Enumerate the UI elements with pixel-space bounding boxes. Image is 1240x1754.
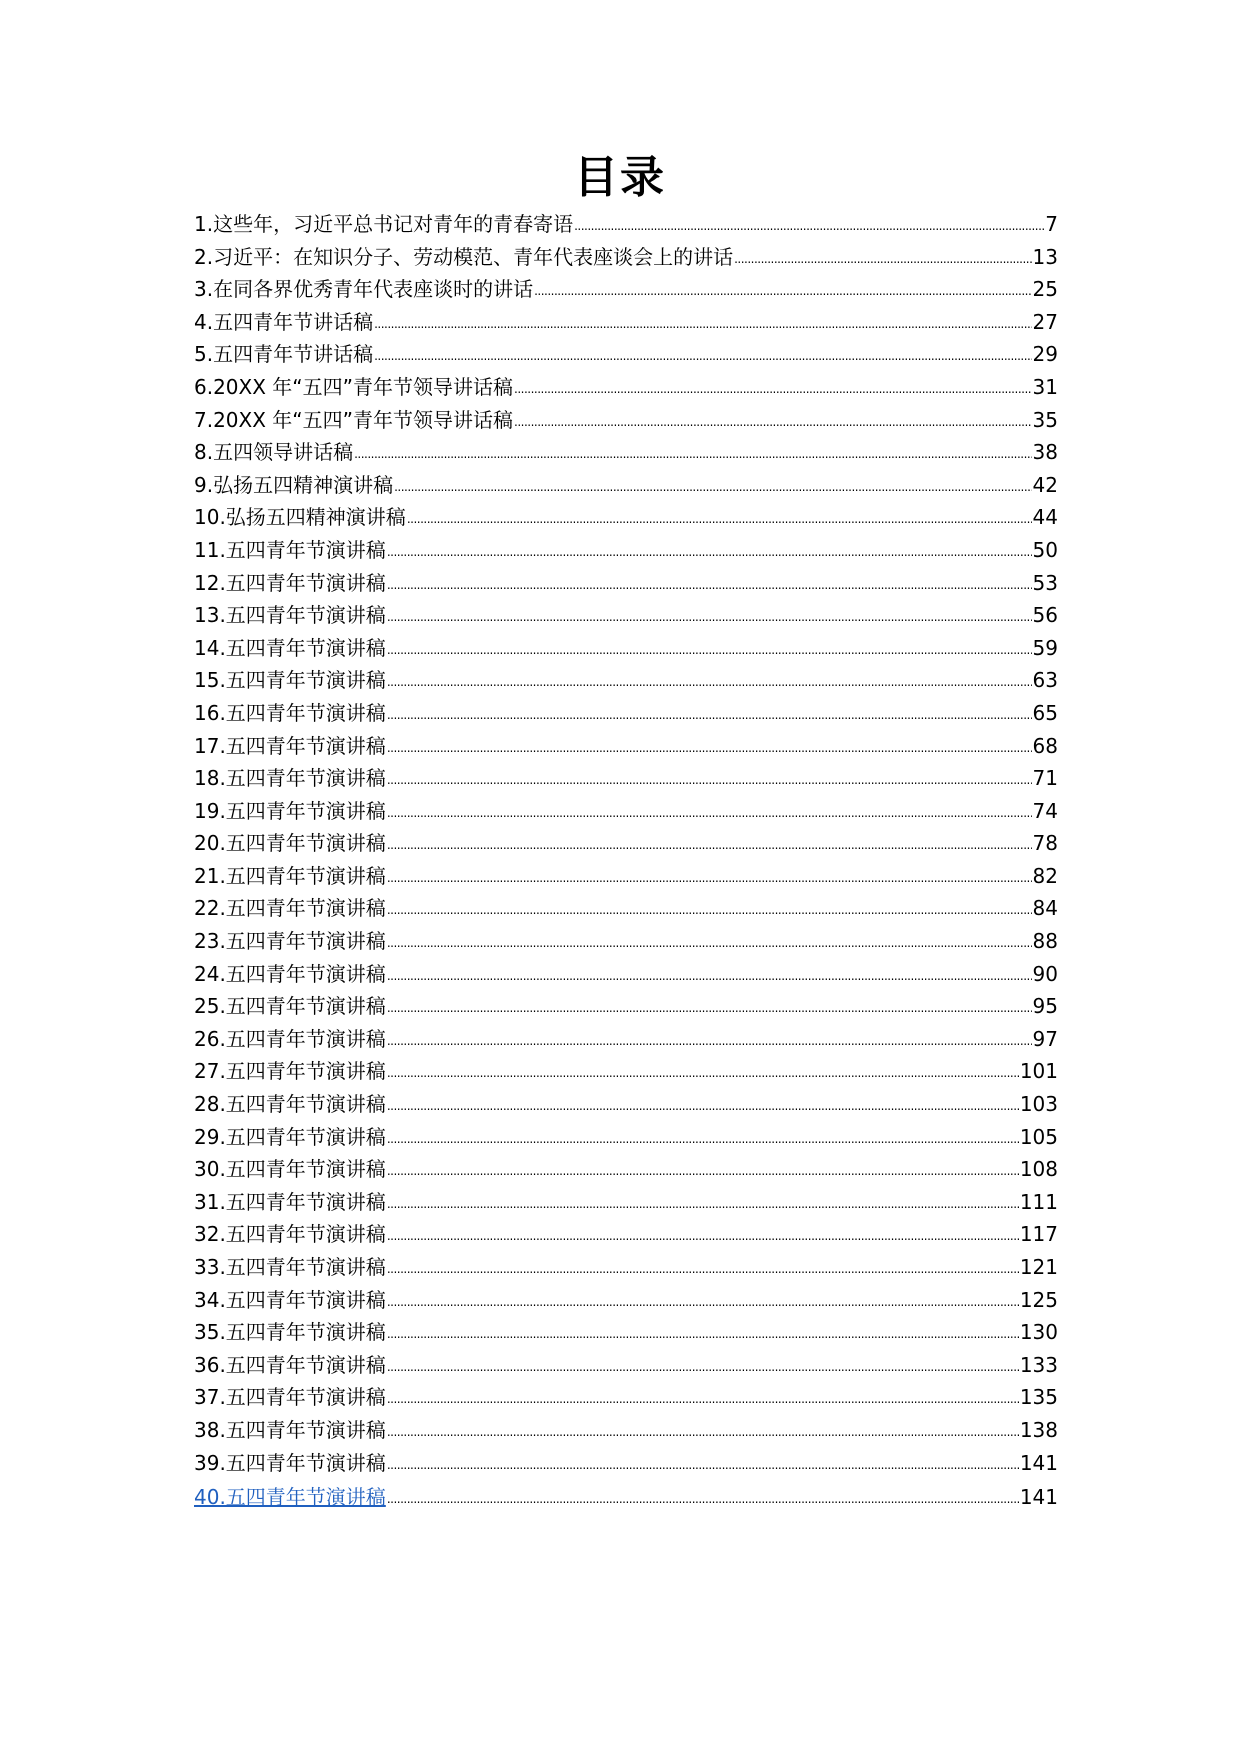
toc-entry[interactable] (194, 1316, 1058, 1349)
toc-entry-label: 15.五四青年节演讲稿 (194, 668, 386, 693)
toc-page-number: 108 (1019, 1157, 1058, 1182)
dot-leader (387, 666, 1032, 699)
toc-entry[interactable] (194, 1186, 1058, 1219)
dot-leader (387, 960, 1032, 993)
toc-entry-label: 33.五四青年节演讲稿 (194, 1255, 386, 1279)
dot-leader (387, 829, 1032, 862)
toc-entry-label: 23.五四青年节演讲稿 (194, 929, 386, 954)
toc-page-number: 63 (1032, 668, 1058, 693)
toc-page-number: 31 (1032, 374, 1058, 399)
toc-entry[interactable] (194, 892, 1058, 925)
toc-page-number: 90 (1032, 961, 1058, 986)
dot-leader (387, 1188, 1019, 1221)
toc-entry-label: 28.五四青年节演讲稿 (194, 1092, 386, 1117)
toc-entry[interactable] (194, 1055, 1058, 1088)
dot-leader (387, 927, 1032, 960)
toc-page-number: 130 (1019, 1320, 1058, 1345)
toc-entry[interactable] (194, 1121, 1058, 1154)
toc-page-number: 117 (1019, 1222, 1058, 1247)
dot-leader (387, 634, 1032, 667)
dot-leader (387, 1220, 1019, 1253)
toc-entry-label: 31.五四青年节演讲稿 (194, 1189, 386, 1214)
toc-page-number: 95 (1032, 994, 1058, 1019)
toc-entry[interactable] (194, 306, 1058, 339)
toc-page-number: 68 (1032, 733, 1058, 758)
toc-entry-label: 30.五四青年节演讲稿 (194, 1157, 386, 1182)
toc-entry-label: 22.五四青年节演讲稿 (194, 896, 386, 921)
toc-page-number: 133 (1019, 1352, 1058, 1377)
toc-entry[interactable] (194, 567, 1058, 600)
dot-leader (387, 894, 1032, 927)
toc-entry[interactable] (194, 697, 1058, 730)
dot-leader (734, 243, 1031, 276)
dot-leader (387, 1025, 1032, 1058)
toc-entry-label: 11.五四青年节演讲稿 (194, 537, 386, 562)
toc-page-number: 27 (1032, 309, 1058, 334)
dot-leader (374, 340, 1031, 373)
toc-entry-label: 17.五四青年节演讲稿 (194, 733, 386, 758)
dot-leader (387, 536, 1032, 569)
toc-entry[interactable] (194, 599, 1058, 632)
toc-page-number: 74 (1032, 798, 1058, 823)
toc-entry-label: 29.五四青年节演讲稿 (194, 1124, 386, 1149)
dot-leader (387, 1383, 1019, 1416)
dot-leader (574, 210, 1044, 243)
toc-page-number: 141 (1019, 1484, 1058, 1509)
dot-leader (387, 1155, 1019, 1188)
toc-page-number: 71 (1032, 766, 1058, 791)
toc-entry[interactable] (194, 338, 1058, 371)
dot-leader (387, 992, 1032, 1025)
toc-entry-link[interactable] (194, 1481, 1058, 1514)
toc-entry[interactable] (194, 958, 1058, 991)
toc-entry-label: 1.这些年，习近平总书记对青年的青春寄语 (194, 212, 574, 236)
toc-entry[interactable] (194, 1349, 1058, 1382)
dot-leader (387, 764, 1032, 797)
toc-entry-label: 8.五四领导讲话稿 (194, 440, 354, 465)
toc-page-number: 53 (1032, 570, 1058, 595)
toc-entry-label: 21.五四青年节演讲稿 (194, 863, 386, 888)
toc-entry[interactable] (194, 1251, 1058, 1284)
toc-entry[interactable] (194, 404, 1058, 437)
toc-entry[interactable] (194, 1414, 1058, 1447)
toc-entry-label: 39.五四青年节演讲稿 (194, 1450, 386, 1475)
toc-entry-label: 16.五四青年节演讲稿 (194, 700, 386, 725)
toc-page-number: 29 (1032, 342, 1058, 367)
dot-leader (387, 1416, 1019, 1449)
toc-page-number: 121 (1019, 1255, 1058, 1279)
dot-leader (387, 699, 1032, 732)
toc-page-number: 88 (1032, 929, 1058, 954)
toc-page-number: 125 (1019, 1287, 1058, 1312)
dot-leader (387, 1123, 1019, 1156)
toc-page-number: 84 (1032, 896, 1058, 921)
toc-page-number: 35 (1032, 407, 1058, 432)
toc-entry[interactable] (194, 208, 1058, 241)
toc-entry[interactable] (194, 371, 1058, 404)
toc-entry[interactable] (194, 1153, 1058, 1186)
toc-entry[interactable] (194, 436, 1058, 469)
toc-entry-label: 24.五四青年节演讲稿 (194, 961, 386, 986)
toc-entry[interactable] (194, 241, 1058, 274)
toc-page-number: 59 (1032, 635, 1058, 660)
toc-entry-label: 38.五四青年节演讲稿 (194, 1417, 386, 1442)
toc-entry-label: 13.五四青年节演讲稿 (194, 603, 386, 628)
toc-entry[interactable] (194, 273, 1058, 306)
dot-leader (354, 438, 1031, 471)
toc-page-number: 65 (1032, 700, 1058, 725)
dot-leader (534, 275, 1031, 308)
dot-leader (387, 569, 1032, 602)
dot-leader (387, 732, 1032, 765)
toc-entry-label: 18.五四青年节演讲稿 (194, 766, 386, 791)
toc-page-number: 44 (1032, 505, 1058, 530)
dot-leader (387, 1318, 1019, 1351)
toc-entry[interactable] (194, 827, 1058, 860)
toc-entry[interactable] (194, 1447, 1058, 1480)
toc-entry-label: 6.20XX 年“五四”青年节领导讲话稿 (194, 374, 514, 399)
toc-entry-label: 12.五四青年节演讲稿 (194, 570, 386, 595)
table-of-contents (194, 208, 1058, 1513)
toc-entry[interactable] (194, 795, 1058, 828)
toc-page-number: 7 (1045, 212, 1058, 236)
toc-entry[interactable] (194, 501, 1058, 534)
toc-page-number: 56 (1032, 603, 1058, 628)
toc-page-number: 42 (1032, 472, 1058, 497)
toc-page-number: 78 (1032, 831, 1058, 856)
toc-entry-label: 3.在同各界优秀青年代表座谈时的讲话 (194, 277, 534, 302)
toc-page-number: 111 (1019, 1189, 1058, 1214)
dot-leader (407, 503, 1032, 536)
dot-leader (387, 601, 1032, 634)
dot-leader (387, 1351, 1019, 1384)
toc-page-number: 25 (1032, 277, 1058, 302)
toc-entry-label: 37.五四青年节演讲稿 (194, 1385, 386, 1410)
toc-page-number: 50 (1032, 537, 1058, 562)
toc-entry[interactable] (194, 730, 1058, 763)
toc-entry-label: 10.弘扬五四精神演讲稿 (194, 505, 406, 530)
dot-leader (387, 1253, 1019, 1286)
toc-entry[interactable] (194, 534, 1058, 567)
toc-entry-label: 32.五四青年节演讲稿 (194, 1222, 386, 1247)
toc-page-number: 135 (1019, 1385, 1058, 1410)
toc-entry[interactable] (194, 990, 1058, 1023)
toc-entry-label: 2.习近平：在知识分子、劳动模范、青年代表座谈会上的讲话 (194, 244, 734, 269)
toc-page-number: 82 (1032, 863, 1058, 888)
toc-page-number: 13 (1032, 244, 1058, 269)
dot-leader (387, 797, 1032, 830)
page-title: 目录 (574, 152, 666, 203)
dot-leader (514, 373, 1032, 406)
toc-entry-label: 14.五四青年节演讲稿 (194, 635, 386, 660)
toc-entry[interactable] (194, 1023, 1058, 1056)
dot-leader (387, 1449, 1019, 1482)
toc-entry[interactable] (194, 1218, 1058, 1251)
dot-leader (387, 1483, 1019, 1516)
dot-leader (387, 1090, 1019, 1123)
toc-entry[interactable] (194, 1088, 1058, 1121)
toc-page-number: 138 (1019, 1417, 1058, 1442)
toc-entry-label: 19.五四青年节演讲稿 (194, 798, 386, 823)
toc-entry-link-label[interactable]: 40.五四青年节演讲稿 (194, 1484, 386, 1509)
toc-entry[interactable] (194, 664, 1058, 697)
dot-leader (387, 1286, 1019, 1319)
toc-page-number: 141 (1019, 1450, 1058, 1475)
toc-entry[interactable] (194, 925, 1058, 958)
toc-entry-label: 9.弘扬五四精神演讲稿 (194, 472, 394, 497)
toc-entry[interactable] (194, 1284, 1058, 1317)
toc-entry[interactable] (194, 1381, 1058, 1414)
toc-page-number: 105 (1019, 1124, 1058, 1149)
toc-page-number: 101 (1019, 1059, 1058, 1084)
dot-leader (394, 471, 1031, 504)
toc-entry[interactable] (194, 860, 1058, 893)
toc-entry-label: 35.五四青年节演讲稿 (194, 1320, 386, 1345)
toc-entry-label: 20.五四青年节演讲稿 (194, 831, 386, 856)
toc-entry-label: 25.五四青年节演讲稿 (194, 994, 386, 1019)
dot-leader (387, 862, 1032, 895)
toc-entry-label: 34.五四青年节演讲稿 (194, 1287, 386, 1312)
toc-entry[interactable] (194, 469, 1058, 502)
toc-page-number: 103 (1019, 1092, 1058, 1117)
toc-entry-label: 36.五四青年节演讲稿 (194, 1352, 386, 1377)
toc-entry[interactable] (194, 762, 1058, 795)
toc-entry[interactable] (194, 632, 1058, 665)
toc-entry-label: 4.五四青年节讲话稿 (194, 309, 374, 334)
toc-entry-label: 5.五四青年节讲话稿 (194, 342, 374, 367)
dot-leader (374, 308, 1031, 341)
toc-entry-label: 27.五四青年节演讲稿 (194, 1059, 386, 1084)
toc-page-number: 97 (1032, 1026, 1058, 1051)
dot-leader (514, 406, 1032, 439)
toc-entry-label: 7.20XX 年“五四”青年节领导讲话稿 (194, 407, 514, 432)
toc-entry-label: 26.五四青年节演讲稿 (194, 1026, 386, 1051)
toc-page-number: 38 (1032, 440, 1058, 465)
dot-leader (387, 1057, 1019, 1090)
